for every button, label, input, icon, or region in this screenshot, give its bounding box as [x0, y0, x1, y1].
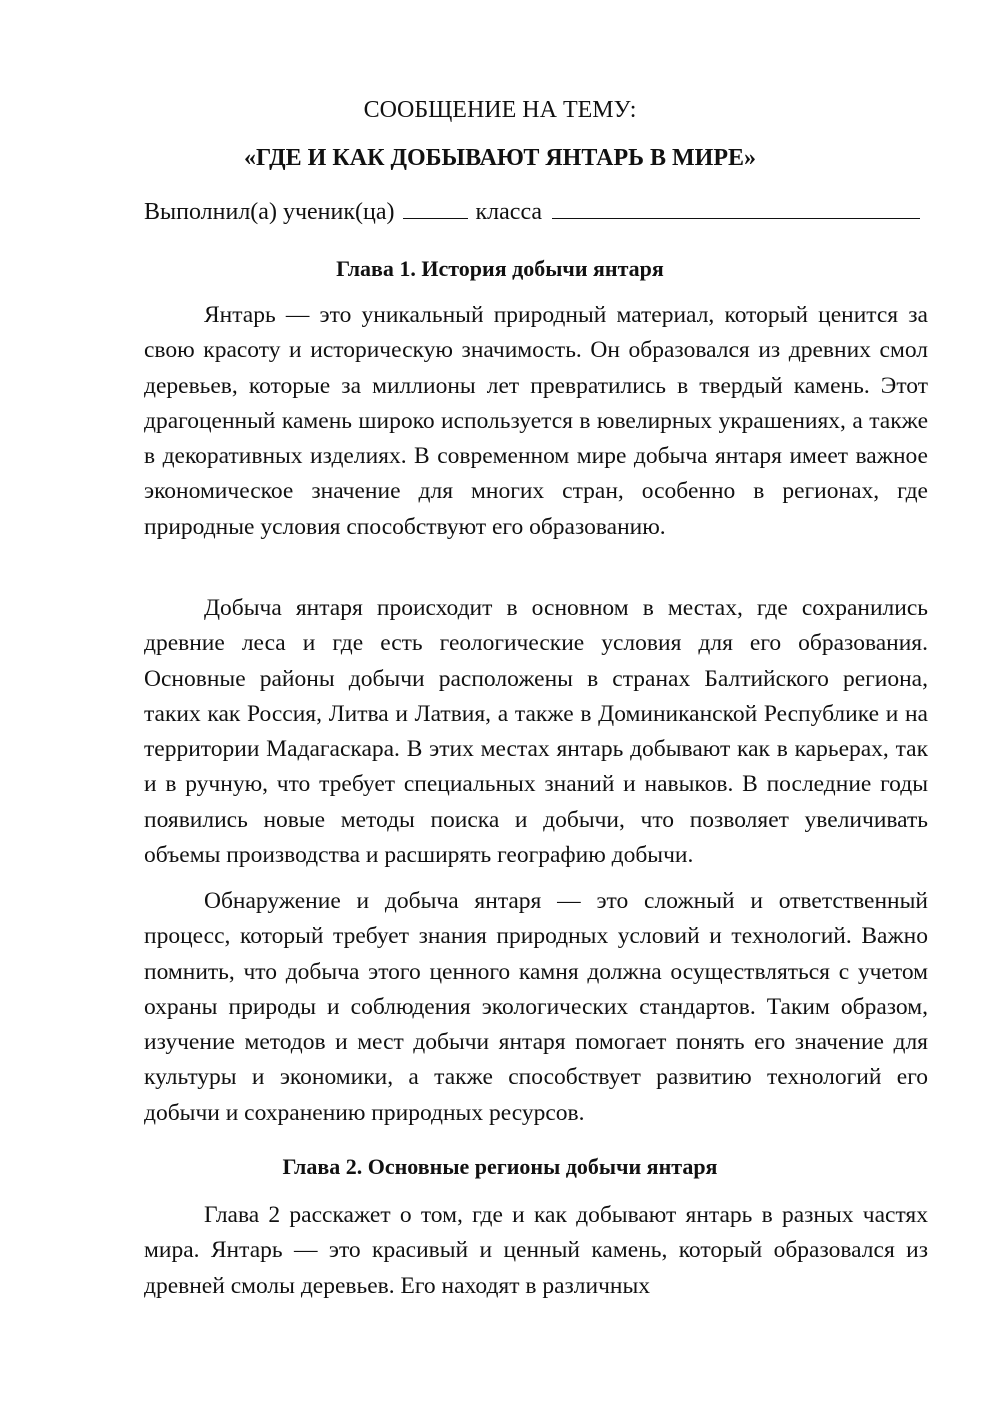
- chapter-1-paragraph: Обнаружение и добыча янтаря — это сложный и ответственный процесс, который требует знания природных условий и технологий. Важно помнить, что добыча этого ценного камня должна осуществляться с учетом охраны природы и соблюдения экологических стандартов. Таким образом, изучение методов и мест добычи янтаря помогает понять его значение для культуры и экономики, а также способствует развитию технологий его добычи и сохранению природных ресурсов.: [144, 888, 928, 1126]
- document-title-line-2: «ГДЕ И КАК ДОБЫВАЮТ ЯНТАРЬ В МИРЕ»: [243, 145, 757, 171]
- author-prefix: Выполнил(а) ученик(ца): [144, 199, 395, 225]
- chapter-1-heading: Глава 1. История добычи янтаря: [336, 256, 664, 281]
- chapter-1-paragraph: Добыча янтаря происходит в основном в местах, где сохранились древние леса и где есть геологические условия для его образования. Основные районы добычи расположены в странах Балтийского региона, таких как Россия, Литва и Латвия, а также в Доминиканской Республике и на территории Мадагаскара. В этих местах янтарь добывают как в карьерах, так и в ручную, что требует специальных знаний и навыков. В последние годы появились новые методы поиска и добычи, что позволяет увеличивать объемы производства и расширять географию добычи.: [144, 595, 928, 869]
- chapter-2-paragraph: Глава 2 расскажет о том, где и как добывают янтарь в разных частях мира. Янтарь — это красивый и ценный камень, который образовался из древней смолы деревьев. Его находят в различных: [144, 1202, 928, 1299]
- class-label: класса: [475, 199, 543, 225]
- document-title-line-1: СООБЩЕНИЕ НА ТЕМУ:: [363, 97, 637, 123]
- author-line: [144, 196, 934, 227]
- name-blank: [552, 196, 920, 219]
- chapter-1-paragraph: Янтарь — это уникальный природный материал, который ценится за свою красоту и историческую значимость. Он образовался из древних смол деревьев, которые за миллионы лет превратились в твердый камень. Этот драгоценный камень широко используется в ювелирных украшениях, а также в декоративных изделиях. В современном мире добыча янтаря имеет важное экономическое значение для многих стран, особенно в регионах, где природные условия способствуют его образованию.: [144, 302, 928, 540]
- grade-blank: [403, 196, 468, 219]
- chapter-2-heading: Глава 2. Основные регионы добычи янтаря: [282, 1154, 718, 1179]
